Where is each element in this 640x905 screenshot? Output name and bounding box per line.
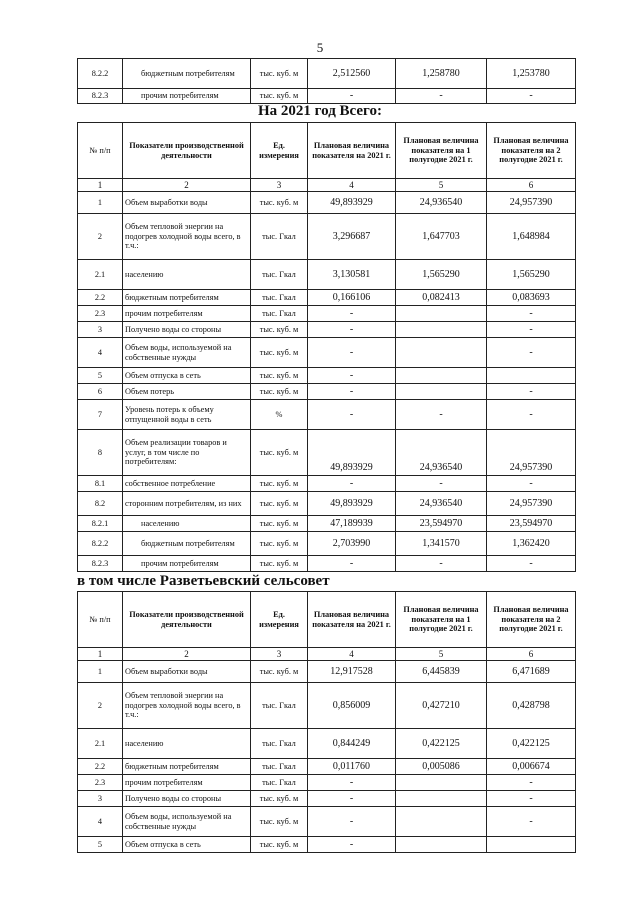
row-number-cell: 2.1 bbox=[78, 260, 123, 290]
value-cell: - bbox=[396, 400, 487, 430]
table-row bbox=[78, 430, 576, 476]
header-cell: Показатели производственной деятельности bbox=[123, 592, 251, 648]
total-2021-table bbox=[77, 122, 576, 572]
row-number-cell: 8.2.3 bbox=[78, 556, 123, 572]
unit-cell: тыс. Гкал bbox=[251, 729, 308, 759]
table-row bbox=[78, 837, 576, 853]
value-cell bbox=[396, 368, 487, 384]
value-cell bbox=[396, 775, 487, 791]
indicator-cell: бюджетным потребителям bbox=[123, 532, 251, 556]
row-number-cell: 1 bbox=[78, 661, 123, 683]
column-index-cell: 2 bbox=[123, 179, 251, 192]
unit-cell: тыс. куб. м bbox=[251, 430, 308, 476]
value-cell: - bbox=[308, 807, 396, 837]
header-cell: Плановая величина показателя на 1 полугодие 2021 г. bbox=[396, 592, 487, 648]
value-cell: - bbox=[487, 306, 576, 322]
value-cell: - bbox=[308, 89, 396, 104]
value-cell: 24,957390 bbox=[487, 192, 576, 214]
value-cell: - bbox=[396, 476, 487, 492]
continued-table bbox=[77, 58, 576, 104]
table-row bbox=[78, 192, 576, 214]
unit-cell: тыс. куб. м bbox=[251, 661, 308, 683]
row-number-cell: 4 bbox=[78, 807, 123, 837]
indicator-cell: Объем отпуска в сеть bbox=[123, 368, 251, 384]
row-number-cell: 8.1 bbox=[78, 476, 123, 492]
indicator-cell: собственное потребление bbox=[123, 476, 251, 492]
header-cell: № п/п bbox=[78, 592, 123, 648]
column-index-cell: 6 bbox=[487, 179, 576, 192]
row-number-cell: 2.2 bbox=[78, 290, 123, 306]
value-cell bbox=[396, 322, 487, 338]
header-cell: Плановая величина показателя на 2021 г. bbox=[308, 123, 396, 179]
value-cell bbox=[396, 807, 487, 837]
column-index-cell: 4 bbox=[308, 648, 396, 661]
unit-cell: тыс. Гкал bbox=[251, 306, 308, 322]
unit-cell: тыс. куб. м bbox=[251, 807, 308, 837]
unit-cell: тыс. Гкал bbox=[251, 290, 308, 306]
page-number: 5 bbox=[316, 40, 324, 55]
value-cell: 1,565290 bbox=[396, 260, 487, 290]
table-row bbox=[78, 556, 576, 572]
value-cell: 1,258780 bbox=[396, 59, 487, 89]
value-cell: 24,957390 bbox=[487, 430, 576, 476]
unit-cell: тыс. куб. м bbox=[251, 532, 308, 556]
row-number-cell: 7 bbox=[78, 400, 123, 430]
value-cell: 2,703990 bbox=[308, 532, 396, 556]
value-cell: 0,006674 bbox=[487, 759, 576, 775]
column-index-cell: 6 bbox=[487, 648, 576, 661]
table-row bbox=[78, 775, 576, 791]
table-row bbox=[78, 384, 576, 400]
row-number-cell: 5 bbox=[78, 837, 123, 853]
indicator-cell: сторонним потребителям, из них bbox=[123, 492, 251, 516]
value-cell: - bbox=[308, 476, 396, 492]
value-cell: 3,296687 bbox=[308, 214, 396, 260]
row-number-cell: 3 bbox=[78, 322, 123, 338]
indicator-cell: Объем выработки воды bbox=[123, 192, 251, 214]
table-row bbox=[78, 516, 576, 532]
row-number-cell: 8.2.1 bbox=[78, 516, 123, 532]
value-cell: - bbox=[308, 791, 396, 807]
value-cell: 49,893929 bbox=[308, 192, 396, 214]
table-row bbox=[78, 368, 576, 384]
value-cell: 0,844249 bbox=[308, 729, 396, 759]
value-cell: 23,594970 bbox=[396, 516, 487, 532]
value-cell: - bbox=[308, 400, 396, 430]
value-cell: - bbox=[308, 338, 396, 368]
value-cell: - bbox=[487, 556, 576, 572]
value-cell: 24,936540 bbox=[396, 192, 487, 214]
value-cell: 0,427210 bbox=[396, 683, 487, 729]
unit-cell: тыс. куб. м bbox=[251, 476, 308, 492]
indicator-cell: Объем реализации товаров и услуг, в том числе по потребителям: bbox=[123, 430, 251, 476]
value-cell: 49,893929 bbox=[308, 430, 396, 476]
razvetyevsky-table bbox=[77, 591, 576, 853]
value-cell: - bbox=[308, 837, 396, 853]
unit-cell: % bbox=[251, 400, 308, 430]
indicator-cell: населению bbox=[123, 260, 251, 290]
indicator-cell: Объем воды, используемой на собственные нужды bbox=[123, 807, 251, 837]
table-row bbox=[78, 400, 576, 430]
table-row bbox=[78, 807, 576, 837]
header-cell: Ед. измерения bbox=[251, 592, 308, 648]
unit-cell: тыс. куб. м bbox=[251, 338, 308, 368]
row-number-cell: 8.2.3 bbox=[78, 89, 123, 104]
indicator-cell: бюджетным потребителям bbox=[123, 290, 251, 306]
table-row bbox=[78, 89, 576, 104]
value-cell: 24,936540 bbox=[396, 492, 487, 516]
table-row bbox=[78, 729, 576, 759]
header-cell: Плановая величина показателя на 2 полугодие 2021 г. bbox=[487, 592, 576, 648]
unit-cell: тыс. Гкал bbox=[251, 260, 308, 290]
indicator-cell: Объем выработки воды bbox=[123, 661, 251, 683]
row-number-cell: 1 bbox=[78, 192, 123, 214]
value-cell: - bbox=[308, 306, 396, 322]
unit-cell: тыс. Гкал bbox=[251, 759, 308, 775]
value-cell: - bbox=[396, 89, 487, 104]
table-row bbox=[78, 532, 576, 556]
table-row bbox=[78, 791, 576, 807]
value-cell: 3,130581 bbox=[308, 260, 396, 290]
value-cell: 1,253780 bbox=[487, 59, 576, 89]
value-cell: 0,082413 bbox=[396, 290, 487, 306]
row-number-cell: 8 bbox=[78, 430, 123, 476]
value-cell bbox=[396, 384, 487, 400]
value-cell bbox=[396, 338, 487, 368]
column-index-cell: 1 bbox=[78, 648, 123, 661]
value-cell: 23,594970 bbox=[487, 516, 576, 532]
unit-cell: тыс. куб. м bbox=[251, 837, 308, 853]
value-cell: - bbox=[308, 322, 396, 338]
indicator-cell: Получено воды со стороны bbox=[123, 322, 251, 338]
indicator-cell: бюджетным потребителям bbox=[123, 59, 251, 89]
value-cell: 0,422125 bbox=[396, 729, 487, 759]
column-index-cell: 4 bbox=[308, 179, 396, 192]
value-cell: - bbox=[308, 368, 396, 384]
header-cell: Плановая величина показателя на 2 полугодие 2021 г. bbox=[487, 123, 576, 179]
value-cell bbox=[396, 837, 487, 853]
value-cell bbox=[396, 791, 487, 807]
value-cell bbox=[487, 368, 576, 384]
indicator-cell: Объем потерь bbox=[123, 384, 251, 400]
value-cell: - bbox=[487, 384, 576, 400]
indicator-cell: бюджетным потребителям bbox=[123, 759, 251, 775]
header-cell: Показатели производственной деятельности bbox=[123, 123, 251, 179]
row-number-cell: 2.2 bbox=[78, 759, 123, 775]
value-cell: 12,917528 bbox=[308, 661, 396, 683]
value-cell: - bbox=[308, 556, 396, 572]
value-cell: 1,647703 bbox=[396, 214, 487, 260]
header-cell: Плановая величина показателя на 2021 г. bbox=[308, 592, 396, 648]
indicator-cell: прочим потребителям bbox=[123, 556, 251, 572]
row-number-cell: 2 bbox=[78, 214, 123, 260]
value-cell: - bbox=[487, 791, 576, 807]
value-cell: 6,445839 bbox=[396, 661, 487, 683]
table-row bbox=[78, 338, 576, 368]
value-cell: 1,341570 bbox=[396, 532, 487, 556]
unit-cell: тыс. куб. м bbox=[251, 791, 308, 807]
unit-cell: тыс. куб. м bbox=[251, 59, 308, 89]
row-number-cell: 4 bbox=[78, 338, 123, 368]
indicator-cell: прочим потребителям bbox=[123, 775, 251, 791]
value-cell bbox=[487, 837, 576, 853]
table-row bbox=[78, 260, 576, 290]
table-row bbox=[78, 59, 576, 89]
value-cell bbox=[396, 306, 487, 322]
column-index-cell: 3 bbox=[251, 179, 308, 192]
value-cell: 2,512560 bbox=[308, 59, 396, 89]
value-cell: 0,083693 bbox=[487, 290, 576, 306]
indicator-cell: Объем отпуска в сеть bbox=[123, 837, 251, 853]
table-row bbox=[78, 322, 576, 338]
table-row bbox=[78, 492, 576, 516]
indicator-cell: населению bbox=[123, 729, 251, 759]
unit-cell: тыс. куб. м bbox=[251, 89, 308, 104]
row-number-cell: 8.2.2 bbox=[78, 532, 123, 556]
column-index-cell: 1 bbox=[78, 179, 123, 192]
table-row bbox=[78, 683, 576, 729]
row-number-cell: 2.3 bbox=[78, 306, 123, 322]
value-cell: 0,856009 bbox=[308, 683, 396, 729]
indicator-cell: Объем тепловой энергии на подогрев холодной воды всего, в т.ч.: bbox=[123, 683, 251, 729]
unit-cell: тыс. куб. м bbox=[251, 556, 308, 572]
header-cell: Плановая величина показателя на 1 полугодие 2021 г. bbox=[396, 123, 487, 179]
value-cell: - bbox=[308, 775, 396, 791]
column-index-cell: 5 bbox=[396, 648, 487, 661]
row-number-cell: 8.2.2 bbox=[78, 59, 123, 89]
unit-cell: тыс. куб. м bbox=[251, 384, 308, 400]
table-row bbox=[78, 661, 576, 683]
unit-cell: тыс. Гкал bbox=[251, 775, 308, 791]
value-cell: 0,005086 bbox=[396, 759, 487, 775]
table-row bbox=[78, 290, 576, 306]
unit-cell: тыс. Гкал bbox=[251, 214, 308, 260]
value-cell: 0,422125 bbox=[487, 729, 576, 759]
column-index-cell: 2 bbox=[123, 648, 251, 661]
section-title-total-2021: На 2021 год Всего: bbox=[258, 103, 382, 119]
column-index-cell: 3 bbox=[251, 648, 308, 661]
indicator-cell: прочим потребителям bbox=[123, 306, 251, 322]
value-cell: - bbox=[487, 476, 576, 492]
value-cell: 0,166106 bbox=[308, 290, 396, 306]
value-cell: - bbox=[487, 807, 576, 837]
header-cell: Ед. измерения bbox=[251, 123, 308, 179]
unit-cell: тыс. куб. м bbox=[251, 516, 308, 532]
row-number-cell: 2.3 bbox=[78, 775, 123, 791]
unit-cell: тыс. куб. м bbox=[251, 322, 308, 338]
row-number-cell: 8.2 bbox=[78, 492, 123, 516]
value-cell: - bbox=[487, 322, 576, 338]
row-number-cell: 2.1 bbox=[78, 729, 123, 759]
value-cell: - bbox=[308, 384, 396, 400]
value-cell: 47,189939 bbox=[308, 516, 396, 532]
table-row bbox=[78, 214, 576, 260]
value-cell: 1,565290 bbox=[487, 260, 576, 290]
header-cell: № п/п bbox=[78, 123, 123, 179]
row-number-cell: 6 bbox=[78, 384, 123, 400]
indicator-cell: Уровень потерь к объему отпущенной воды в сеть bbox=[123, 400, 251, 430]
table-row bbox=[78, 476, 576, 492]
value-cell: 0,428798 bbox=[487, 683, 576, 729]
indicator-cell: Объем тепловой энергии на подогрев холодной воды всего, в т.ч.: bbox=[123, 214, 251, 260]
value-cell: - bbox=[487, 775, 576, 791]
row-number-cell: 5 bbox=[78, 368, 123, 384]
column-index-cell: 5 bbox=[396, 179, 487, 192]
indicator-cell: прочим потребителям bbox=[123, 89, 251, 104]
indicator-cell: Получено воды со стороны bbox=[123, 791, 251, 807]
value-cell: 1,362420 bbox=[487, 532, 576, 556]
row-number-cell: 3 bbox=[78, 791, 123, 807]
value-cell: 24,936540 bbox=[396, 430, 487, 476]
value-cell: - bbox=[487, 338, 576, 368]
value-cell: 6,471689 bbox=[487, 661, 576, 683]
unit-cell: тыс. куб. м bbox=[251, 368, 308, 384]
value-cell: - bbox=[487, 400, 576, 430]
value-cell: 24,957390 bbox=[487, 492, 576, 516]
unit-cell: тыс. куб. м bbox=[251, 492, 308, 516]
table-row bbox=[78, 306, 576, 322]
indicator-cell: Объем воды, используемой на собственные нужды bbox=[123, 338, 251, 368]
table-row bbox=[78, 759, 576, 775]
value-cell: - bbox=[396, 556, 487, 572]
row-number-cell: 2 bbox=[78, 683, 123, 729]
value-cell: 1,648984 bbox=[487, 214, 576, 260]
unit-cell: тыс. Гкал bbox=[251, 683, 308, 729]
unit-cell: тыс. куб. м bbox=[251, 192, 308, 214]
section-title-razvetyevsky: в том числе Разветьевский сельсовет bbox=[77, 573, 330, 589]
value-cell: 49,893929 bbox=[308, 492, 396, 516]
value-cell: - bbox=[487, 89, 576, 104]
value-cell: 0,011760 bbox=[308, 759, 396, 775]
indicator-cell: населению bbox=[123, 516, 251, 532]
